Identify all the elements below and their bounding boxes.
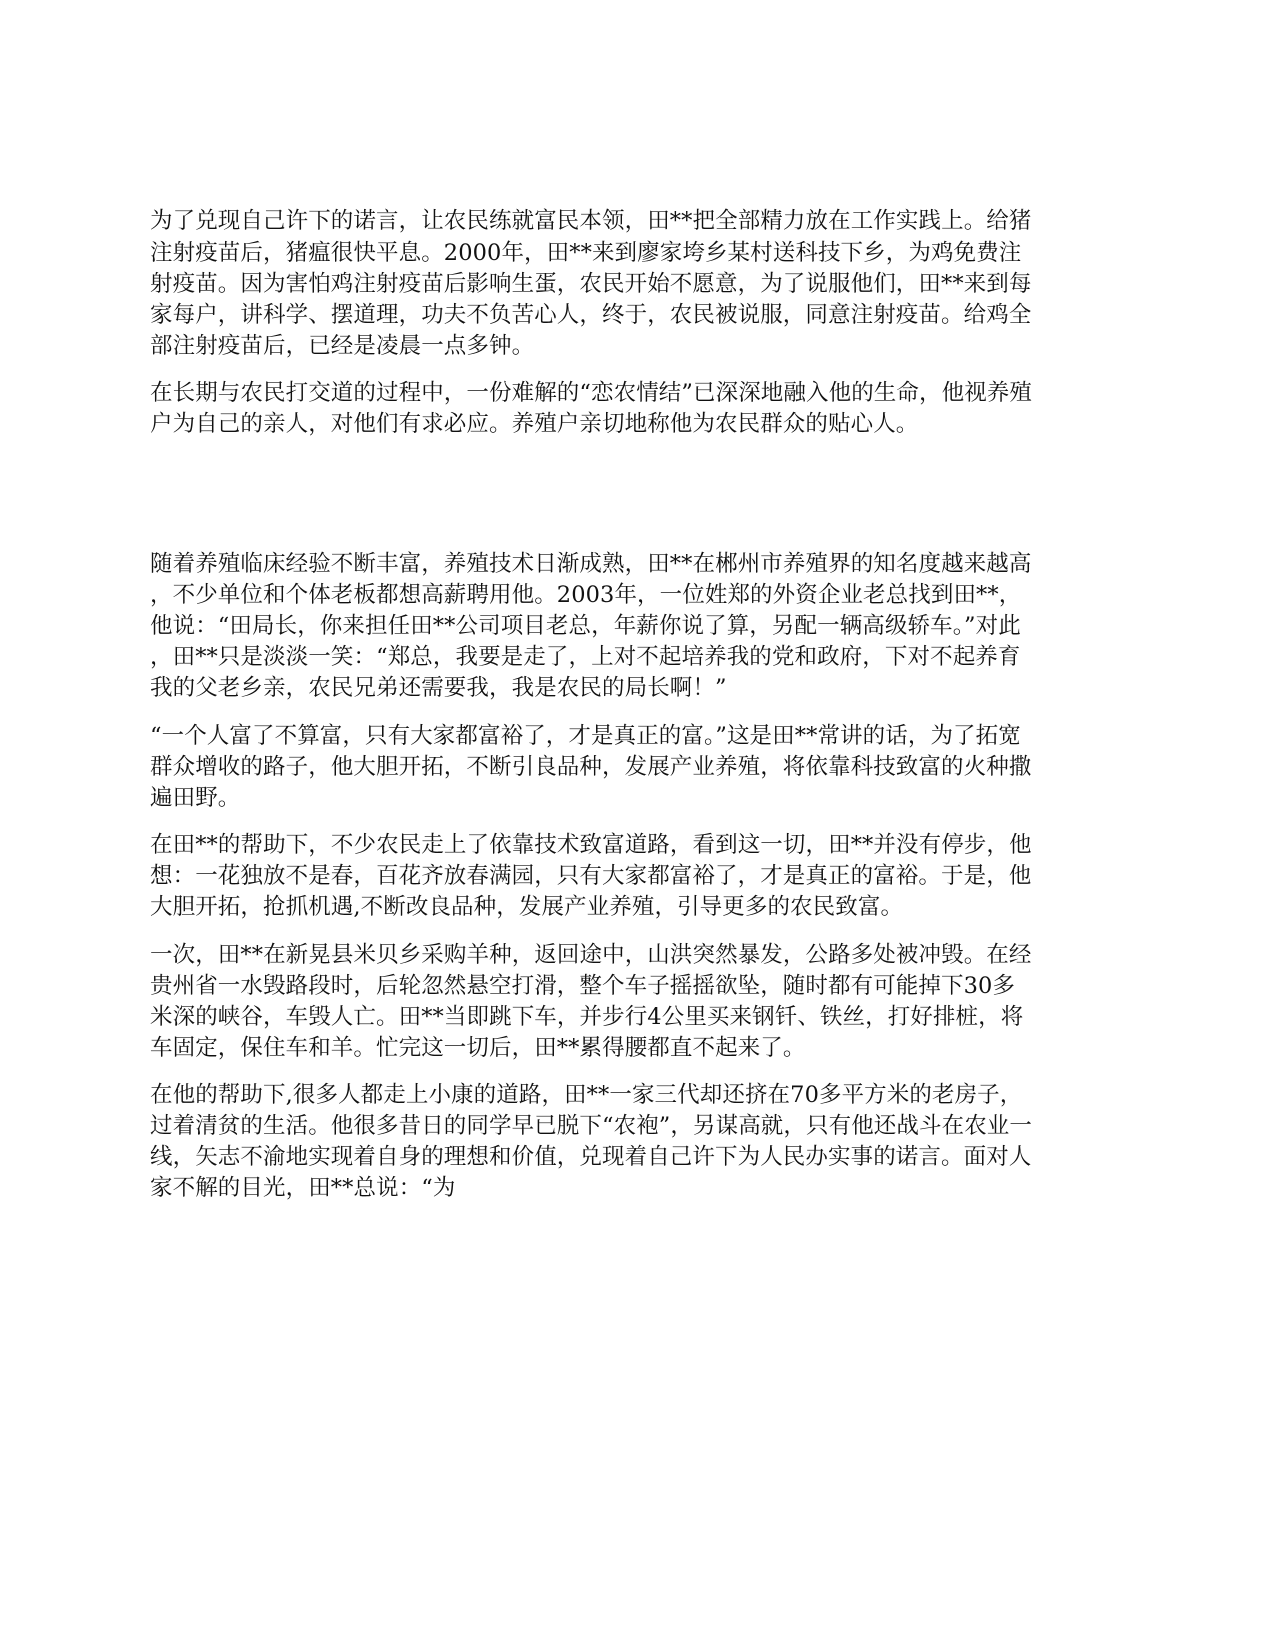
paragraph-line: 为了兑现自己许下的诺言，让农民练就富民本领，田**把全部精力放在工作实践上。给猪 <box>150 208 1032 234</box>
paragraph-line: ，田**只是淡淡一笑：“郑总，我要是走了，上对不起培养我的党和政府，下对不起养育 <box>150 644 1021 670</box>
paragraph-line: 想：一花独放不是春，百花齐放春满园，只有大家都富裕了，才是真正的富裕。于是，他 <box>150 863 1032 889</box>
paragraph-line: 贵州省一水毁路段时，后轮忽然悬空打滑，整个车子摇摇欲坠，随时都有可能掉下30多 <box>150 973 1016 999</box>
paragraph-line: 在田**的帮助下，不少农民走上了依靠技术致富道路，看到这一切，田**并没有停步，他 <box>150 832 1032 858</box>
paragraph-line: 家不解的目光，田**总说：“为 <box>150 1175 456 1201</box>
paragraph-line: 一次，田**在新晃县米贝乡采购羊种，返回途中，山洪突然暴发，公路多处被冲毁。在经 <box>150 942 1032 968</box>
paragraph-line: 过着清贫的生活。他很多昔日的同学早已脱下“农袍”，另谋高就，只有他还战斗在农业一 <box>150 1113 1033 1139</box>
paragraph-line: 在他的帮助下,很多人都走上小康的道路，田**一家三代却还挤在70多平方米的老房子， <box>150 1082 1023 1108</box>
paragraph-line: 在长期与农民打交道的过程中，一份难解的“恋农情结”已深深地融入他的生命，他视养殖 <box>150 380 1033 406</box>
paragraph-line: 米深的峡谷，车毁人亡。田**当即跳下车，并步行4公里买来钢钎、铁丝，打好排桩，将 <box>150 1004 1024 1030</box>
paragraph-line: 线，矢志不渝地实现着自身的理想和价值，兑现着自己许下为人民办实事的诺言。面对人 <box>150 1144 1032 1170</box>
paragraph-line: “一个人富了不算富，只有大家都富裕了，才是真正的富。”这是田**常讲的话，为了拓宽 <box>150 723 1021 749</box>
paragraph-line: 部注射疫苗后，已经是凌晨一点多钟。 <box>150 333 535 359</box>
paragraph-line: 我的父老乡亲，农民兄弟还需要我，我是农民的局长啊！” <box>150 675 727 701</box>
paragraph-line: 家每户，讲科学、摆道理，功夫不负苦心人，终于，农民被说服，同意注射疫苗。给鸡全 <box>150 302 1032 328</box>
paragraph-line: ，不少单位和个体老板都想高薪聘用他。2003年，一位姓郑的外资企业老总找到田**， <box>150 582 1022 608</box>
paragraph-line: 射疫苗。因为害怕鸡注射疫苗后影响生蛋，农民开始不愿意，为了说服他们，田**来到每 <box>150 271 1032 297</box>
paragraph-line: 大胆开拓，抢抓机遇,不断改良品种，发展产业养殖，引导更多的农民致富。 <box>150 894 904 920</box>
paragraph-line: 随着养殖临床经验不断丰富，养殖技术日渐成熟，田**在郴州市养殖界的知名度越来越高 <box>150 551 1032 577</box>
paragraph-line: 注射疫苗后，猪瘟很快平息。2000年，田**来到廖家垮乡某村送科技下乡，为鸡免费注 <box>150 240 1022 266</box>
paragraph-line: 群众增收的路子，他大胆开拓，不断引良品种，发展产业养殖，将依靠科技致富的火种撒 <box>150 754 1032 780</box>
paragraph-line: 他说：“田局长，你来担任田**公司项目老总，年薪你说了算，另配一辆高级轿车。”对此 <box>150 613 1021 639</box>
paragraph-line: 遍田野。 <box>150 785 241 811</box>
paragraph-line: 户为自己的亲人，对他们有求必应。养殖户亲切地称他为农民群众的贴心人。 <box>150 411 919 437</box>
paragraph-line: 车固定，保住车和羊。忙完这一切后，田**累得腰都直不起来了。 <box>150 1035 806 1061</box>
